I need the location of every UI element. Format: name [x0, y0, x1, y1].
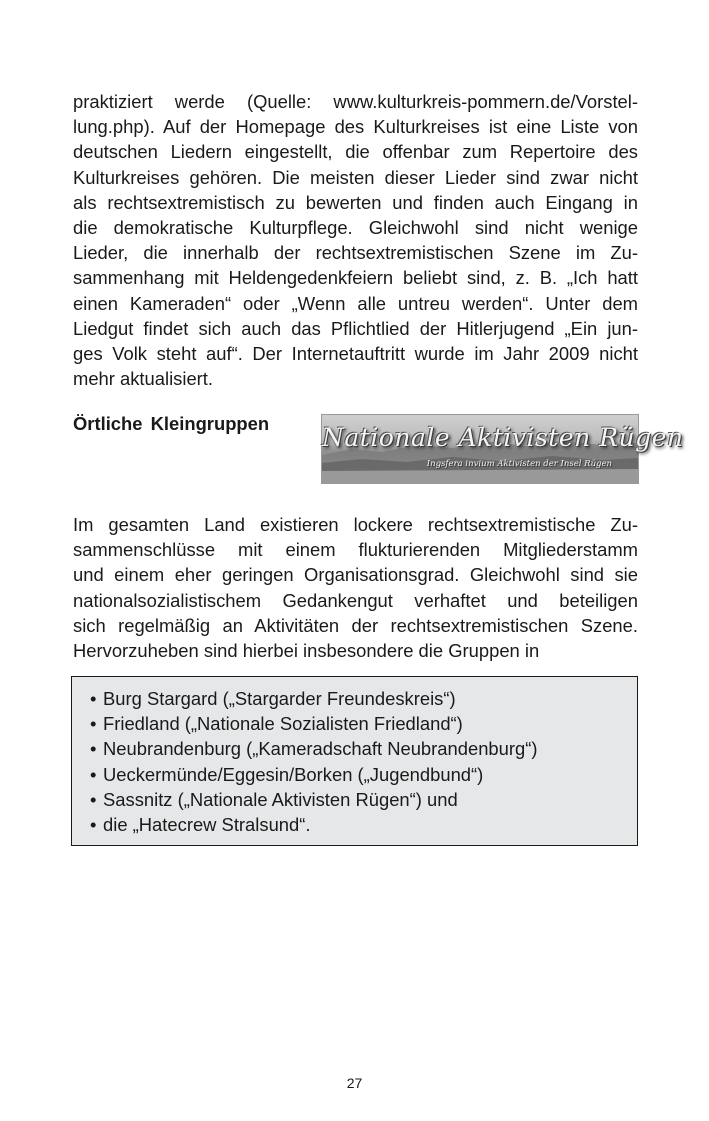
bullet: • — [90, 713, 97, 735]
banner-image — [321, 414, 684, 484]
body-paragraph-1 — [73, 89, 638, 391]
list-item-text: die „Hatecrew Stralsund“. — [103, 814, 311, 836]
body-paragraph-2 — [73, 512, 638, 663]
list-item-text: Neubrandenburg („Kameradschaft Neubrandenburg“) — [103, 738, 538, 760]
paragraph-line: mehr aktualisiert. — [73, 368, 214, 390]
list-item — [90, 787, 537, 812]
paragraph-line: Im gesamten Land existieren lockere rechtsextremistische Zu- — [73, 514, 638, 535]
page-number: 27 — [346, 1075, 363, 1091]
paragraph-line: Liedgut findet sich auch das Pflichtlied der Hitlerjugend „Ein jun- — [73, 317, 638, 339]
list-item — [90, 812, 537, 837]
list-item-text: Burg Stargard („Stargarder Freundeskreis“) — [103, 688, 456, 709]
banner-subtitle: Ingsfera invium Aktivisten der Insel Rügen — [426, 459, 612, 469]
paragraph-line: sammenhang mit Heldengedenkfeiern beliebt sind, z. B. „Ich hatt — [73, 267, 638, 289]
paragraph-line: praktiziert werde (Quelle: www.kulturkreis-pommern.de/Vorstel- — [73, 91, 638, 112]
group-list-box — [71, 676, 638, 846]
paragraph-line: sich regelmäßig an Aktivitäten der rechtsextremistischen Szene. — [73, 614, 638, 636]
paragraph-line: deutschen Liedern eingestellt, die offenbar zum Repertoire des — [73, 141, 638, 163]
list-item — [90, 762, 537, 787]
bullet: • — [90, 763, 97, 785]
list-item-text: Friedland („Nationale Sozialisten Friedland“) — [103, 713, 463, 735]
paragraph-line: sammenschlüsse mit einem flukturierenden Mitgliederstamm — [73, 539, 638, 561]
bullet: • — [90, 788, 97, 810]
group-list — [90, 686, 537, 837]
list-item — [90, 686, 537, 711]
list-item — [90, 711, 537, 736]
paragraph-line: lung.php). Auf der Homepage des Kulturkreises ist eine Liste von — [73, 116, 638, 138]
bullet: • — [90, 738, 97, 760]
list-item — [90, 736, 537, 761]
bullet: • — [90, 688, 97, 709]
paragraph-line: als rechtsextremistisch zu bewerten und finden auch Eingang in — [73, 191, 638, 213]
bullet: • — [90, 814, 97, 836]
list-item-text: Ueckermünde/Eggesin/Borken („Jugendbund“) — [103, 763, 484, 785]
list-item-text: Sassnitz („Nationale Aktivisten Rügen“) und — [103, 788, 458, 810]
section-heading: Örtliche Kleingruppen — [73, 413, 270, 434]
paragraph-line: nationalsozialistischem Gedankengut verhaftet und beteiligen — [73, 589, 638, 611]
paragraph-line: Lieder, die innerhalb der rechtsextremistischen Szene im Zu- — [73, 242, 638, 264]
paragraph-line: ges Volk steht auf“. Der Internetauftritt wurde im Jahr 2009 nicht — [73, 343, 638, 365]
paragraph-line: einen Kameraden“ oder „Wenn alle untreu werden“. Unter dem — [73, 292, 638, 314]
paragraph-line: Kulturkreises gehören. Die meisten dieser Lieder sind zwar nicht — [73, 166, 638, 188]
paragraph-line: und einem eher geringen Organisationsgrad. Gleichwohl sind sie — [73, 564, 638, 586]
banner-title: Nationale Aktivisten Rügen — [322, 423, 684, 452]
paragraph-line: Hervorzuheben sind hierbei insbesondere die Gruppen in — [73, 640, 540, 662]
paragraph-line: die demokratische Kulturpflege. Gleichwohl sind nicht wenige — [73, 217, 638, 239]
